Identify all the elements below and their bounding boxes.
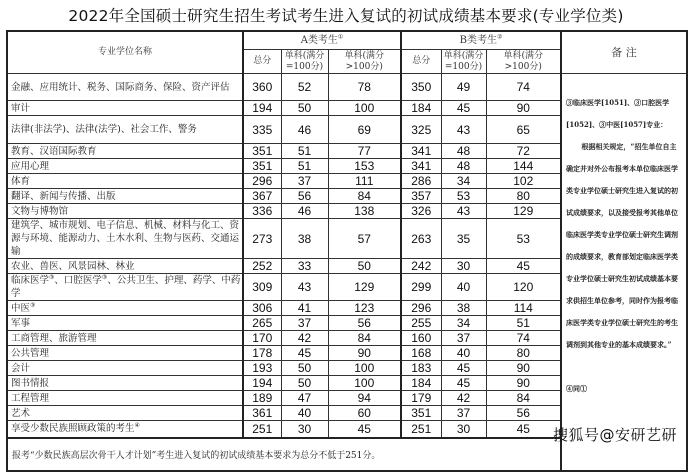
a-single-gt100-cell: 111: [328, 174, 401, 189]
a-single-gt100-cell: 45: [328, 421, 401, 438]
a-single-gt100-cell: 78: [328, 74, 401, 101]
a-total-cell: 194: [243, 101, 281, 116]
a-total-cell: 367: [243, 189, 281, 204]
major-name-cell: 艺术: [7, 406, 243, 421]
a-single-gt100-cell: 138: [328, 204, 401, 219]
b-single-eq100-cell: 40: [441, 274, 486, 301]
major-name-cell: 应用心理: [7, 159, 243, 174]
table-row: [7, 74, 687, 101]
b-total-cell: 168: [401, 346, 441, 361]
major-name-cell: 法律(非法学)、法律(法学)、社会工作、警务: [7, 116, 243, 144]
b-total-cell: 286: [401, 174, 441, 189]
b-single-eq100-cell: 42: [441, 391, 486, 406]
b-total-cell: 341: [401, 159, 441, 174]
major-name-cell: 金融、应用统计、税务、国际商务、保险、资产评估: [7, 74, 243, 101]
b-total-cell: 263: [401, 219, 441, 259]
b-single-eq100-cell: 49: [441, 74, 486, 101]
b-single-eq100-cell: 43: [441, 204, 486, 219]
a-single-eq100-cell: 42: [281, 331, 328, 346]
header-a-single-gt100: 单科(满分 >100分): [328, 50, 401, 74]
major-name-cell: 会计: [7, 361, 243, 376]
a-total-cell: 194: [243, 376, 281, 391]
a-single-eq100-cell: 51: [281, 144, 328, 159]
major-name-cell: 翻译、新闻与传播、出版: [7, 189, 243, 204]
a-total-cell: 306: [243, 301, 281, 316]
b-total-cell: 251: [401, 421, 441, 438]
a-total-cell: 189: [243, 391, 281, 406]
b-single-gt100-cell: 45: [486, 421, 561, 438]
major-name-cell: 中医③: [7, 301, 243, 316]
a-single-gt100-cell: 60: [328, 406, 401, 421]
b-total-cell: 299: [401, 274, 441, 301]
b-single-gt100-cell: 51: [486, 316, 561, 331]
b-total-cell: 351: [401, 406, 441, 421]
b-single-gt100-cell: 53: [486, 219, 561, 259]
a-total-cell: 351: [243, 144, 281, 159]
b-total-cell: 326: [401, 204, 441, 219]
major-name-cell: 审计: [7, 101, 243, 116]
a-total-cell: 360: [243, 74, 281, 101]
header-b-total: 总分: [401, 50, 441, 74]
b-single-eq100-cell: 48: [441, 144, 486, 159]
a-single-gt100-cell: 57: [328, 219, 401, 259]
a-single-gt100-cell: 94: [328, 391, 401, 406]
major-name-cell: 教育、汉语国际教育: [7, 144, 243, 159]
a-single-eq100-cell: 41: [281, 301, 328, 316]
a-total-cell: 296: [243, 174, 281, 189]
b-single-gt100-cell: 102: [486, 174, 561, 189]
a-single-gt100-cell: 69: [328, 116, 401, 144]
b-single-eq100-cell: 45: [441, 376, 486, 391]
b-total-cell: 184: [401, 101, 441, 116]
major-name-cell: 农业、兽医、风景园林、林业: [7, 259, 243, 274]
a-single-eq100-cell: 50: [281, 361, 328, 376]
a-single-eq100-cell: 47: [281, 391, 328, 406]
a-total-cell: 273: [243, 219, 281, 259]
header-b-single-gt100: 单科(满分 >100分): [486, 50, 561, 74]
footnote-text: 报考“少数民族高层次骨干人才计划”考生进入复试的初试成绩基本要求为总分不低于251分。: [7, 438, 561, 471]
b-single-eq100-cell: 38: [441, 301, 486, 316]
page-title: 2022年全国硕士研究生招生考试考生进入复试的初试成绩基本要求(专业学位类): [68, 7, 624, 25]
b-single-eq100-cell: 34: [441, 174, 486, 189]
b-single-gt100-cell: 90: [486, 361, 561, 376]
b-total-cell: 179: [401, 391, 441, 406]
b-single-gt100-cell: 56: [486, 406, 561, 421]
major-name-cell: 临床医学③、口腔医学③、公共卫生、护理、药学、中药学: [7, 274, 243, 301]
major-name-cell: 图书情报: [7, 376, 243, 391]
b-single-gt100-cell: 72: [486, 144, 561, 159]
major-name-cell: 享受少数民族照顾政策的考生④: [7, 421, 243, 438]
remarks-regulation: 根据相关规定，“招生单位自主确定并对外公布报考本单位临床医学类专业学位硕士研究生进入复试的初试成绩要求，以及接受报考其他单位临床医学类专业学位硕士研究生调剂的成绩要求，教育部划定临床医学类专业学位硕士研究生初试成绩基本要求供招生单位参考，同时作为报考临床医学类专业学位硕士研究生的考生调剂到其他专业的基本成绩要求。”: [566, 142, 679, 349]
b-single-gt100-cell: 74: [486, 74, 561, 101]
a-single-gt100-cell: 100: [328, 376, 401, 391]
b-single-gt100-cell: 114: [486, 301, 561, 316]
b-single-gt100-cell: 144: [486, 159, 561, 174]
a-single-eq100-cell: 33: [281, 259, 328, 274]
header-major-name: 专业学位名称: [7, 31, 243, 74]
watermark: 搜狐号@安研艺研: [553, 426, 678, 444]
b-total-cell: 160: [401, 331, 441, 346]
b-total-cell: 242: [401, 259, 441, 274]
b-single-eq100-cell: 45: [441, 361, 486, 376]
major-name-cell: 文物与博物馆: [7, 204, 243, 219]
b-single-gt100-cell: 90: [486, 101, 561, 116]
a-total-cell: 251: [243, 421, 281, 438]
b-single-eq100-cell: 43: [441, 116, 486, 144]
b-total-cell: 184: [401, 376, 441, 391]
a-total-cell: 336: [243, 204, 281, 219]
score-requirements-table: [6, 30, 688, 472]
a-single-gt100-cell: 123: [328, 301, 401, 316]
b-single-eq100-cell: 35: [441, 219, 486, 259]
b-single-eq100-cell: 37: [441, 406, 486, 421]
a-single-eq100-cell: 37: [281, 316, 328, 331]
a-single-eq100-cell: 38: [281, 219, 328, 259]
a-total-cell: 361: [243, 406, 281, 421]
b-single-gt100-cell: 129: [486, 204, 561, 219]
a-single-gt100-cell: 84: [328, 331, 401, 346]
a-total-cell: 335: [243, 116, 281, 144]
b-single-gt100-cell: 90: [486, 376, 561, 391]
b-total-cell: 350: [401, 74, 441, 101]
a-total-cell: 178: [243, 346, 281, 361]
b-single-eq100-cell: 37: [441, 331, 486, 346]
a-single-gt100-cell: 84: [328, 189, 401, 204]
a-single-gt100-cell: 100: [328, 101, 401, 116]
a-single-eq100-cell: 40: [281, 406, 328, 421]
header-a-total: 总分: [243, 50, 281, 74]
b-total-cell: 325: [401, 116, 441, 144]
remarks-note-4: ④同①: [566, 384, 588, 393]
b-single-eq100-cell: 30: [441, 421, 486, 438]
header-group-b: B类考生②: [401, 31, 561, 50]
remarks-cell: [561, 74, 687, 471]
a-single-eq100-cell: 43: [281, 274, 328, 301]
b-single-gt100-cell: 80: [486, 189, 561, 204]
b-single-eq100-cell: 48: [441, 159, 486, 174]
a-single-gt100-cell: 90: [328, 346, 401, 361]
b-single-eq100-cell: 34: [441, 316, 486, 331]
major-name-cell: 体育: [7, 174, 243, 189]
b-total-cell: 255: [401, 316, 441, 331]
header-b-single-eq100: 单科(满分 =100分): [441, 50, 486, 74]
a-single-gt100-cell: 100: [328, 361, 401, 376]
major-name-cell: 军事: [7, 316, 243, 331]
a-single-eq100-cell: 46: [281, 204, 328, 219]
header-a-single-eq100: 单科(满分 =100分): [281, 50, 328, 74]
b-total-cell: 183: [401, 361, 441, 376]
b-total-cell: 341: [401, 144, 441, 159]
a-single-eq100-cell: 50: [281, 101, 328, 116]
a-single-eq100-cell: 52: [281, 74, 328, 101]
a-single-eq100-cell: 46: [281, 116, 328, 144]
header-group-a: A类考生①: [243, 31, 401, 50]
b-single-eq100-cell: 53: [441, 189, 486, 204]
remarks-note-3: ③临床医学[1051]、③口腔医学[1052]、③中医[1057]专业：: [566, 98, 670, 129]
a-single-gt100-cell: 129: [328, 274, 401, 301]
a-total-cell: 309: [243, 274, 281, 301]
header-remarks: 备 注: [561, 31, 687, 74]
a-total-cell: 252: [243, 259, 281, 274]
b-single-gt100-cell: 74: [486, 331, 561, 346]
a-single-gt100-cell: 56: [328, 316, 401, 331]
a-single-eq100-cell: 30: [281, 421, 328, 438]
a-single-eq100-cell: 37: [281, 174, 328, 189]
a-single-eq100-cell: 56: [281, 189, 328, 204]
a-single-eq100-cell: 45: [281, 346, 328, 361]
major-name-cell: 工程管理: [7, 391, 243, 406]
a-total-cell: 265: [243, 316, 281, 331]
major-name-cell: 建筑学、城市规划、电子信息、机械、材料与化工、资源与环境、能源动力、土木水利、生物与医药、交通运输: [7, 219, 243, 259]
major-name-cell: 公共管理: [7, 346, 243, 361]
a-single-gt100-cell: 153: [328, 159, 401, 174]
a-total-cell: 193: [243, 361, 281, 376]
b-single-gt100-cell: 84: [486, 391, 561, 406]
b-single-eq100-cell: 45: [441, 101, 486, 116]
b-single-eq100-cell: 40: [441, 346, 486, 361]
b-total-cell: 296: [401, 301, 441, 316]
b-single-gt100-cell: 45: [486, 259, 561, 274]
a-total-cell: 170: [243, 331, 281, 346]
a-single-eq100-cell: 51: [281, 159, 328, 174]
b-total-cell: 357: [401, 189, 441, 204]
a-total-cell: 351: [243, 159, 281, 174]
major-name-cell: 工商管理、旅游管理: [7, 331, 243, 346]
a-single-gt100-cell: 77: [328, 144, 401, 159]
b-single-gt100-cell: 120: [486, 274, 561, 301]
a-single-gt100-cell: 50: [328, 259, 401, 274]
a-single-eq100-cell: 50: [281, 376, 328, 391]
b-single-gt100-cell: 65: [486, 116, 561, 144]
b-single-gt100-cell: 80: [486, 346, 561, 361]
b-single-eq100-cell: 30: [441, 259, 486, 274]
